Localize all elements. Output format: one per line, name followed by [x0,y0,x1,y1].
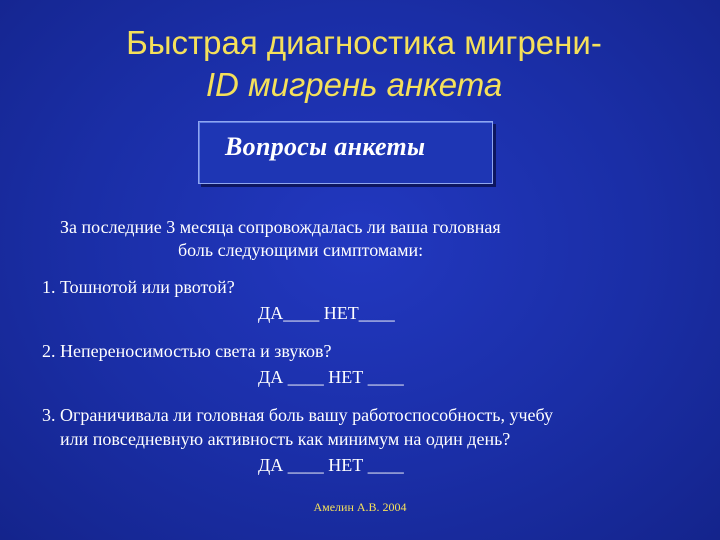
question-1-answer: ДА____ НЕТ____ [258,303,395,323]
questions-heading-box [198,121,493,184]
question-2-text: 2. Непереносимостью света и звуков? [42,341,332,361]
intro-line-2: боль следующими симптомами: [178,240,424,260]
question-2-answer: ДА ____ НЕТ ____ [258,367,404,387]
intro-line-1: За последние 3 месяца сопровождалась ли ваша головная [60,217,501,237]
question-1-text: 1. Тошнотой или рвотой? [42,277,235,297]
question-3-text-line-1: 3. Ограничивала ли головная боль вашу работоспособность, учебу [42,405,553,425]
questions-heading: Вопросы анкеты [225,132,426,161]
footer-credit: Амелин А.В. 2004 [313,500,407,514]
question-3-answer: ДА ____ НЕТ ____ [258,455,404,475]
slide-title [0,22,720,106]
question-3-text-line-2: или повседневную активность как минимум на один день? [60,429,511,449]
title-line-1: Быстрая диагностика мигрени- [126,24,602,61]
title-line-2: ID мигрень анкета [205,66,503,103]
